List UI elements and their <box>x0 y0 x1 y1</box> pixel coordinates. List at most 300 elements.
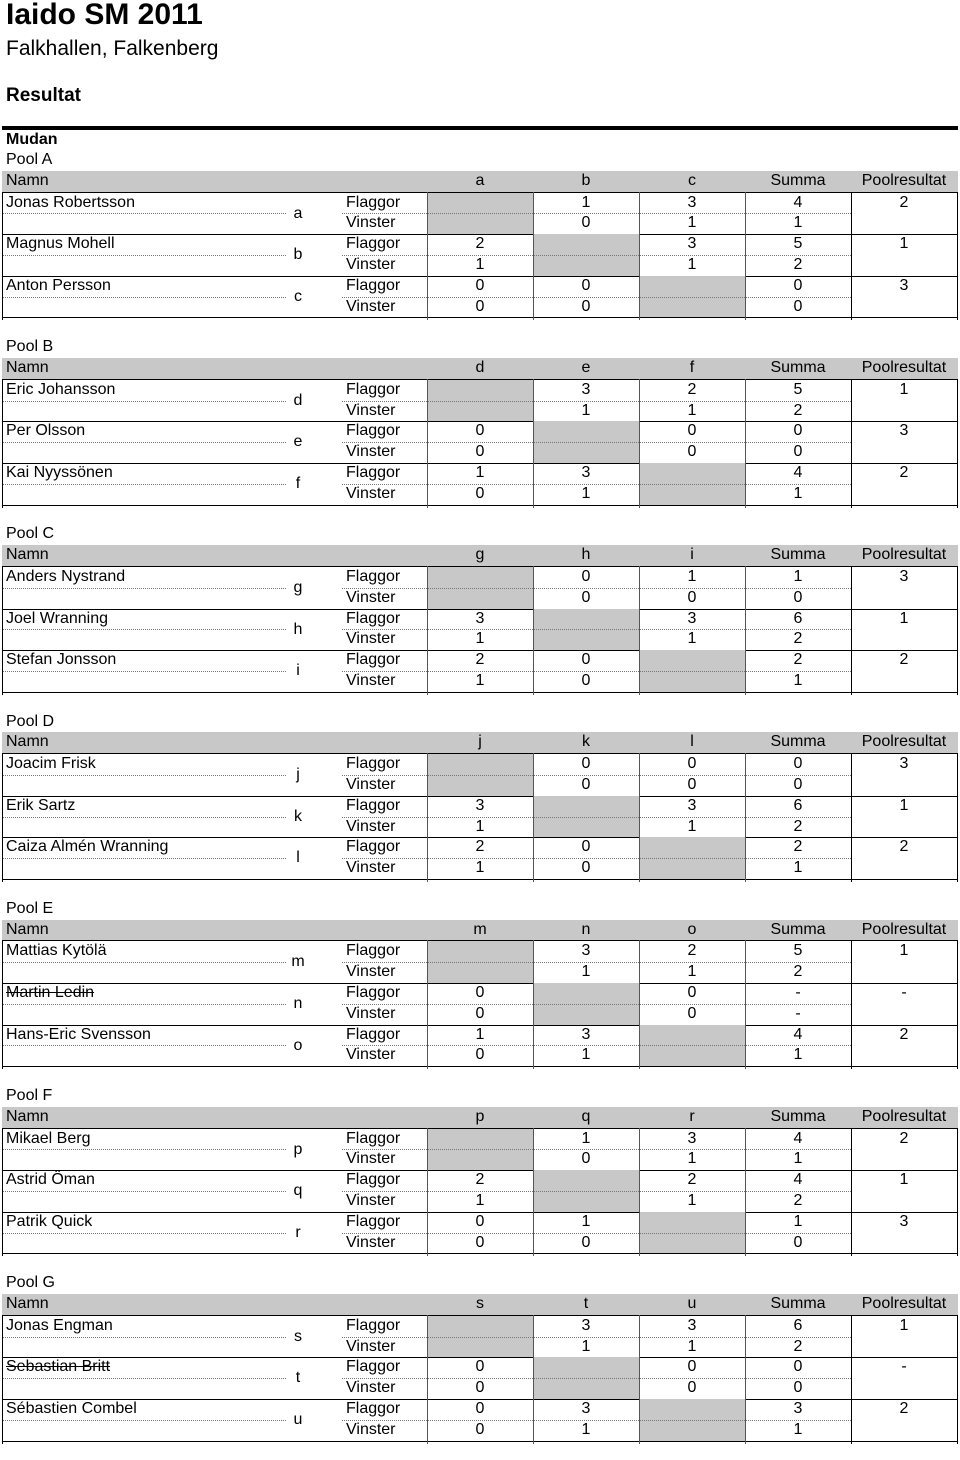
vinster-value: 0 <box>475 443 485 461</box>
flaggor-value: 0 <box>687 422 697 440</box>
column-line <box>533 1315 534 1444</box>
column-line <box>533 566 534 695</box>
flaggor-value: 1 <box>581 193 591 211</box>
column-line <box>427 192 428 321</box>
vinster-label: Vinster <box>346 588 396 606</box>
column-line <box>851 192 852 321</box>
vinster-value: 0 <box>581 671 591 689</box>
player-code: f <box>295 474 301 492</box>
header-poolresultat: Poolresultat <box>861 1107 947 1125</box>
vinster-label: Vinster <box>346 963 396 981</box>
flaggor-label: Flaggor <box>346 422 401 440</box>
player-row-line <box>2 1441 958 1442</box>
name-underline <box>2 775 286 776</box>
vinster-label: Vinster <box>346 1192 396 1209</box>
vinster-value: 0 <box>687 1004 697 1022</box>
flaggor-value: 3 <box>687 1129 697 1147</box>
flaggor-sum: 1 <box>793 1212 803 1230</box>
pool-header-row <box>2 1294 958 1315</box>
player-row-line <box>2 1066 958 1067</box>
column-line <box>957 566 958 695</box>
player-name: Joacim Frisk <box>6 755 96 773</box>
flaggor-sum: 2 <box>793 838 803 856</box>
pool-name: Pool B <box>6 338 54 356</box>
flaggor-sum: 4 <box>793 1129 803 1147</box>
vinster-sum: 1 <box>793 1150 803 1168</box>
pool-section <box>2 150 958 337</box>
column-line <box>533 753 534 882</box>
header-opponent-col: q <box>581 1107 591 1125</box>
flaggor-value: 0 <box>475 1399 485 1417</box>
pool-result: 1 <box>899 796 909 814</box>
header-namn: Namn <box>6 733 49 751</box>
vinster-value: 1 <box>687 963 697 981</box>
pool-result: 3 <box>899 1212 909 1230</box>
player-name: Astrid Öman <box>6 1171 95 1189</box>
flaggor-value: 1 <box>581 1212 591 1230</box>
vinster-label: Vinster <box>346 443 396 461</box>
column-line <box>957 940 958 1069</box>
column-line <box>639 753 640 882</box>
header-poolresultat: Poolresultat <box>861 920 947 938</box>
header-namn: Namn <box>6 1294 49 1312</box>
column-line <box>851 566 852 695</box>
column-line <box>639 1128 640 1257</box>
name-underline <box>2 858 286 859</box>
vinster-value: 1 <box>475 859 485 877</box>
pool-result: 3 <box>899 755 909 773</box>
player-name: Mikael Berg <box>6 1129 91 1147</box>
vinster-sum: 0 <box>793 1233 803 1251</box>
header-summa: Summa <box>770 546 826 564</box>
name-underline <box>2 1337 286 1338</box>
pool-result: 1 <box>899 1171 909 1189</box>
vinster-sum: 0 <box>793 1379 803 1397</box>
pool-result: 1 <box>899 1316 909 1334</box>
name-underline <box>2 1378 286 1379</box>
results-heading: Resultat <box>6 85 81 106</box>
name-underline <box>2 297 286 298</box>
vinster-value: 0 <box>475 1420 485 1438</box>
vinster-sum: 1 <box>793 859 803 877</box>
flaggor-label: Flaggor <box>346 651 401 669</box>
column-line <box>745 1315 746 1444</box>
vinster-label: Vinster <box>346 775 396 793</box>
vinster-sum: 2 <box>793 1337 803 1355</box>
column-line <box>533 379 534 508</box>
header-summa: Summa <box>770 733 826 751</box>
pool-result: 2 <box>899 1025 909 1043</box>
pool-section <box>2 337 958 524</box>
column-line <box>427 940 428 1069</box>
column-line <box>2 192 3 321</box>
vinster-value: 1 <box>687 256 697 273</box>
vinster-label: Vinster <box>346 1150 396 1168</box>
flaggor-sum: 6 <box>793 609 803 627</box>
name-underline <box>2 213 286 214</box>
header-opponent-col: r <box>689 1107 695 1125</box>
vinster-value: 0 <box>475 1004 485 1022</box>
flaggor-value: 1 <box>687 567 697 585</box>
vinster-value: 1 <box>687 1337 697 1355</box>
flaggor-value: 0 <box>475 1358 485 1376</box>
player-row-line <box>2 879 958 880</box>
header-summa: Summa <box>770 920 826 938</box>
vinster-value: 0 <box>687 775 697 793</box>
pool-result: 3 <box>899 276 909 294</box>
header-opponent-col: s <box>476 1294 484 1312</box>
flaggor-label: Flaggor <box>346 796 401 814</box>
flaggor-label: Flaggor <box>346 567 401 585</box>
player-name: Erik Sartz <box>6 796 76 814</box>
player-name: Hans-Eric Svensson <box>6 1025 151 1043</box>
flaggor-value: 0 <box>581 651 591 669</box>
pool-name: Pool E <box>6 899 54 917</box>
pool-name: Pool C <box>6 525 55 543</box>
pool-header-row <box>2 920 958 941</box>
flaggor-sum: - <box>795 983 801 1001</box>
vinster-label: Vinster <box>346 859 396 877</box>
column-line <box>427 753 428 882</box>
flaggor-sum: 4 <box>793 463 803 481</box>
column-line <box>745 940 746 1069</box>
name-underline <box>2 1191 286 1192</box>
vinster-value: 1 <box>475 630 485 648</box>
vinster-label: Vinster <box>346 1046 396 1064</box>
flaggor-value: 0 <box>475 983 485 1001</box>
flaggor-value: 0 <box>581 276 591 294</box>
header-poolresultat: Poolresultat <box>861 1294 947 1312</box>
player-code: g <box>293 578 303 596</box>
player-name: Jonas Engman <box>6 1316 113 1334</box>
vinster-value: 1 <box>581 1420 591 1438</box>
vinster-sum: 2 <box>793 963 803 981</box>
header-summa: Summa <box>770 358 826 376</box>
flaggor-value: 0 <box>581 567 591 585</box>
vinster-value: 0 <box>581 775 591 793</box>
pool-result: 1 <box>899 609 909 627</box>
pool-result: 2 <box>899 1399 909 1417</box>
flaggor-label: Flaggor <box>346 942 401 960</box>
column-line <box>957 1128 958 1257</box>
column-line <box>533 192 534 321</box>
column-line <box>2 753 3 882</box>
flaggor-label: Flaggor <box>346 1129 401 1147</box>
vinster-sum: 2 <box>793 630 803 648</box>
flaggor-label: Flaggor <box>346 193 401 211</box>
flaggor-value: 3 <box>475 796 485 814</box>
vinster-value: 1 <box>581 963 591 981</box>
pool-section <box>2 1086 958 1273</box>
column-line <box>2 1128 3 1257</box>
column-line <box>427 379 428 508</box>
flaggor-label: Flaggor <box>346 276 401 294</box>
flaggor-value: 2 <box>687 1171 697 1189</box>
header-opponent-col: h <box>581 546 591 564</box>
player-row-line <box>2 1253 958 1254</box>
column-line <box>2 566 3 695</box>
name-underline <box>2 1045 286 1046</box>
vinster-value: 1 <box>475 671 485 689</box>
flaggor-sum: 5 <box>793 942 803 960</box>
flaggor-value: 1 <box>581 1129 591 1147</box>
player-name: Jonas Robertsson <box>6 193 135 211</box>
player-code: n <box>293 994 303 1012</box>
player-code: k <box>294 807 302 825</box>
vinster-value: 0 <box>687 588 697 606</box>
player-code: m <box>291 953 305 971</box>
column-line <box>2 1315 3 1444</box>
header-summa: Summa <box>770 171 826 189</box>
flaggor-label: Flaggor <box>346 1399 401 1417</box>
header-poolresultat: Poolresultat <box>861 171 947 189</box>
vinster-value: 1 <box>687 401 697 419</box>
flaggor-sum: 0 <box>793 755 803 773</box>
header-opponent-col: m <box>473 920 487 938</box>
flaggor-value: 0 <box>687 983 697 1001</box>
vinster-label: Vinster <box>346 401 396 419</box>
page-title: Iaido SM 2011 <box>6 0 203 31</box>
vinster-value: 0 <box>581 859 591 877</box>
header-summa: Summa <box>770 1294 826 1312</box>
vinster-value: 1 <box>581 1337 591 1355</box>
player-code: r <box>295 1223 301 1241</box>
flaggor-sum: 2 <box>793 651 803 669</box>
header-opponent-col: a <box>475 171 485 189</box>
vinster-label: Vinster <box>346 1420 396 1438</box>
vinster-label: Vinster <box>346 1337 396 1355</box>
pool-header-row <box>2 358 958 379</box>
vinster-sum: 2 <box>793 817 803 835</box>
player-code: p <box>293 1140 303 1158</box>
vinster-label: Vinster <box>346 817 396 835</box>
header-opponent-col: j <box>478 733 482 751</box>
player-row-line <box>2 317 958 318</box>
column-line <box>745 192 746 321</box>
player-code: s <box>294 1327 302 1345</box>
flaggor-value: 3 <box>687 193 697 211</box>
flaggor-value: 0 <box>581 838 591 856</box>
flaggor-value: 3 <box>687 235 697 253</box>
header-namn: Namn <box>6 1107 49 1125</box>
header-opponent-col: c <box>688 171 696 189</box>
vinster-value: 0 <box>581 214 591 232</box>
header-opponent-col: b <box>581 171 591 189</box>
player-name: Eric Johansson <box>6 380 116 398</box>
player-name: Kai Nyyssönen <box>6 463 113 481</box>
flaggor-label: Flaggor <box>346 755 401 773</box>
vinster-sum: 2 <box>793 256 803 273</box>
flaggor-label: Flaggor <box>346 1212 401 1230</box>
player-name: Caiza Almén Wranning <box>6 838 169 856</box>
flaggor-value: 0 <box>581 755 591 773</box>
name-underline <box>2 1420 286 1421</box>
player-code: d <box>293 391 303 409</box>
vinster-label: Vinster <box>346 671 396 689</box>
flaggor-label: Flaggor <box>346 1358 401 1376</box>
vinster-sum: 1 <box>793 1046 803 1064</box>
flaggor-sum: 0 <box>793 1358 803 1376</box>
vinster-value: 1 <box>581 401 591 419</box>
column-line <box>745 566 746 695</box>
flaggor-value: 1 <box>475 1025 485 1043</box>
flaggor-label: Flaggor <box>346 609 401 627</box>
name-underline <box>2 671 286 672</box>
player-name: Magnus Mohell <box>6 235 115 253</box>
header-opponent-col: o <box>687 920 697 938</box>
vinster-sum: 1 <box>793 1420 803 1438</box>
pool-result: 1 <box>899 235 909 253</box>
header-poolresultat: Poolresultat <box>861 733 947 751</box>
vinster-value: 0 <box>581 1233 591 1251</box>
column-line <box>2 379 3 508</box>
header-poolresultat: Poolresultat <box>861 358 947 376</box>
vinster-label: Vinster <box>346 1004 396 1022</box>
header-opponent-col: f <box>689 358 695 376</box>
flaggor-value: 2 <box>475 1171 485 1189</box>
flaggor-sum: 5 <box>793 235 803 253</box>
flaggor-value: 3 <box>687 796 697 814</box>
vinster-sum: 0 <box>793 775 803 793</box>
vinster-value: 1 <box>581 484 591 502</box>
vinster-value: 1 <box>475 256 485 273</box>
column-line <box>851 1315 852 1444</box>
player-row-line <box>2 692 958 693</box>
player-name: Martin Ledin <box>6 983 95 1001</box>
vinster-sum: 0 <box>793 588 803 606</box>
header-opponent-col: l <box>690 733 694 751</box>
pool-result: 2 <box>899 838 909 856</box>
pool-result: 2 <box>899 463 909 481</box>
name-underline <box>2 962 286 963</box>
column-line <box>639 192 640 321</box>
player-code: a <box>293 204 303 222</box>
column-line <box>957 753 958 882</box>
column-line <box>427 566 428 695</box>
vinster-sum: 2 <box>793 1192 803 1209</box>
header-summa: Summa <box>770 1107 826 1125</box>
player-code: l <box>296 849 300 867</box>
column-line <box>533 940 534 1069</box>
pool-section <box>2 1273 958 1460</box>
vinster-value: 0 <box>581 1150 591 1168</box>
flaggor-value: 0 <box>475 1212 485 1230</box>
flaggor-sum: 0 <box>793 422 803 440</box>
pool-name: Pool G <box>6 1274 55 1292</box>
header-poolresultat: Poolresultat <box>861 546 947 564</box>
header-opponent-col: n <box>581 920 591 938</box>
flaggor-value: 3 <box>475 609 485 627</box>
header-opponent-col: p <box>475 1107 485 1125</box>
name-underline <box>2 629 286 630</box>
player-code: o <box>293 1036 303 1054</box>
vinster-value: 0 <box>475 1233 485 1251</box>
vinster-value: 0 <box>687 1379 697 1397</box>
pool-name: Pool D <box>6 712 55 730</box>
player-name: Joel Wranning <box>6 609 108 627</box>
venue-subtitle: Falkhallen, Falkenberg <box>6 37 219 60</box>
flaggor-label: Flaggor <box>346 1316 401 1334</box>
flaggor-label: Flaggor <box>346 235 401 253</box>
flaggor-label: Flaggor <box>346 463 401 481</box>
player-name: Sebastian Britt <box>6 1358 111 1376</box>
flaggor-sum: 6 <box>793 796 803 814</box>
player-code: e <box>293 433 303 451</box>
flaggor-sum: 4 <box>793 1171 803 1189</box>
column-line <box>427 1315 428 1444</box>
flaggor-label: Flaggor <box>346 1025 401 1043</box>
column-line <box>851 379 852 508</box>
flaggor-value: 3 <box>581 942 591 960</box>
column-line <box>639 940 640 1069</box>
flaggor-value: 3 <box>687 609 697 627</box>
column-line <box>639 566 640 695</box>
vinster-label: Vinster <box>346 256 396 273</box>
name-underline <box>2 484 286 485</box>
flaggor-value: 2 <box>475 235 485 253</box>
flaggor-sum: 4 <box>793 193 803 211</box>
player-row-line <box>2 505 958 506</box>
player-code: u <box>293 1410 303 1428</box>
vinster-value: 1 <box>475 1192 485 1209</box>
column-line <box>851 753 852 882</box>
column-line <box>639 379 640 508</box>
flaggor-value: 0 <box>475 422 485 440</box>
header-namn: Namn <box>6 171 49 189</box>
flaggor-value: 0 <box>687 1358 697 1376</box>
column-line <box>639 1315 640 1444</box>
division-label: Mudan <box>6 131 58 148</box>
player-name: Sébastien Combel <box>6 1399 137 1417</box>
flaggor-value: 3 <box>581 1025 591 1043</box>
vinster-value: 0 <box>581 297 591 315</box>
flaggor-label: Flaggor <box>346 838 401 856</box>
name-underline <box>2 817 286 818</box>
column-line <box>745 753 746 882</box>
pool-result: 1 <box>899 942 909 960</box>
vinster-value: 1 <box>687 630 697 648</box>
name-underline <box>2 1004 286 1005</box>
player-code: q <box>293 1182 303 1200</box>
pool-result: 3 <box>899 422 909 440</box>
flaggor-label: Flaggor <box>346 1171 401 1189</box>
name-underline <box>2 401 286 402</box>
vinster-sum: 2 <box>793 401 803 419</box>
vinster-sum: 0 <box>793 443 803 461</box>
pool-result: 2 <box>899 1129 909 1147</box>
flaggor-label: Flaggor <box>346 380 401 398</box>
header-namn: Namn <box>6 358 49 376</box>
column-line <box>2 940 3 1069</box>
player-name: Anton Persson <box>6 276 111 294</box>
player-code: h <box>293 620 303 638</box>
pool-section <box>2 524 958 711</box>
pool-result: - <box>901 983 907 1001</box>
vinster-value: 0 <box>475 1379 485 1397</box>
flaggor-value: 2 <box>475 838 485 856</box>
header-opponent-col: k <box>582 733 590 751</box>
flaggor-value: 3 <box>581 1399 591 1417</box>
header-opponent-col: i <box>690 546 694 564</box>
flaggor-value: 3 <box>687 1316 697 1334</box>
player-code: j <box>296 766 300 784</box>
vinster-sum: 0 <box>793 297 803 315</box>
name-underline <box>2 1233 286 1234</box>
pool-header-row <box>2 545 958 566</box>
vinster-sum: 1 <box>793 671 803 689</box>
flaggor-value: 3 <box>581 463 591 481</box>
vinster-sum: 1 <box>793 214 803 232</box>
